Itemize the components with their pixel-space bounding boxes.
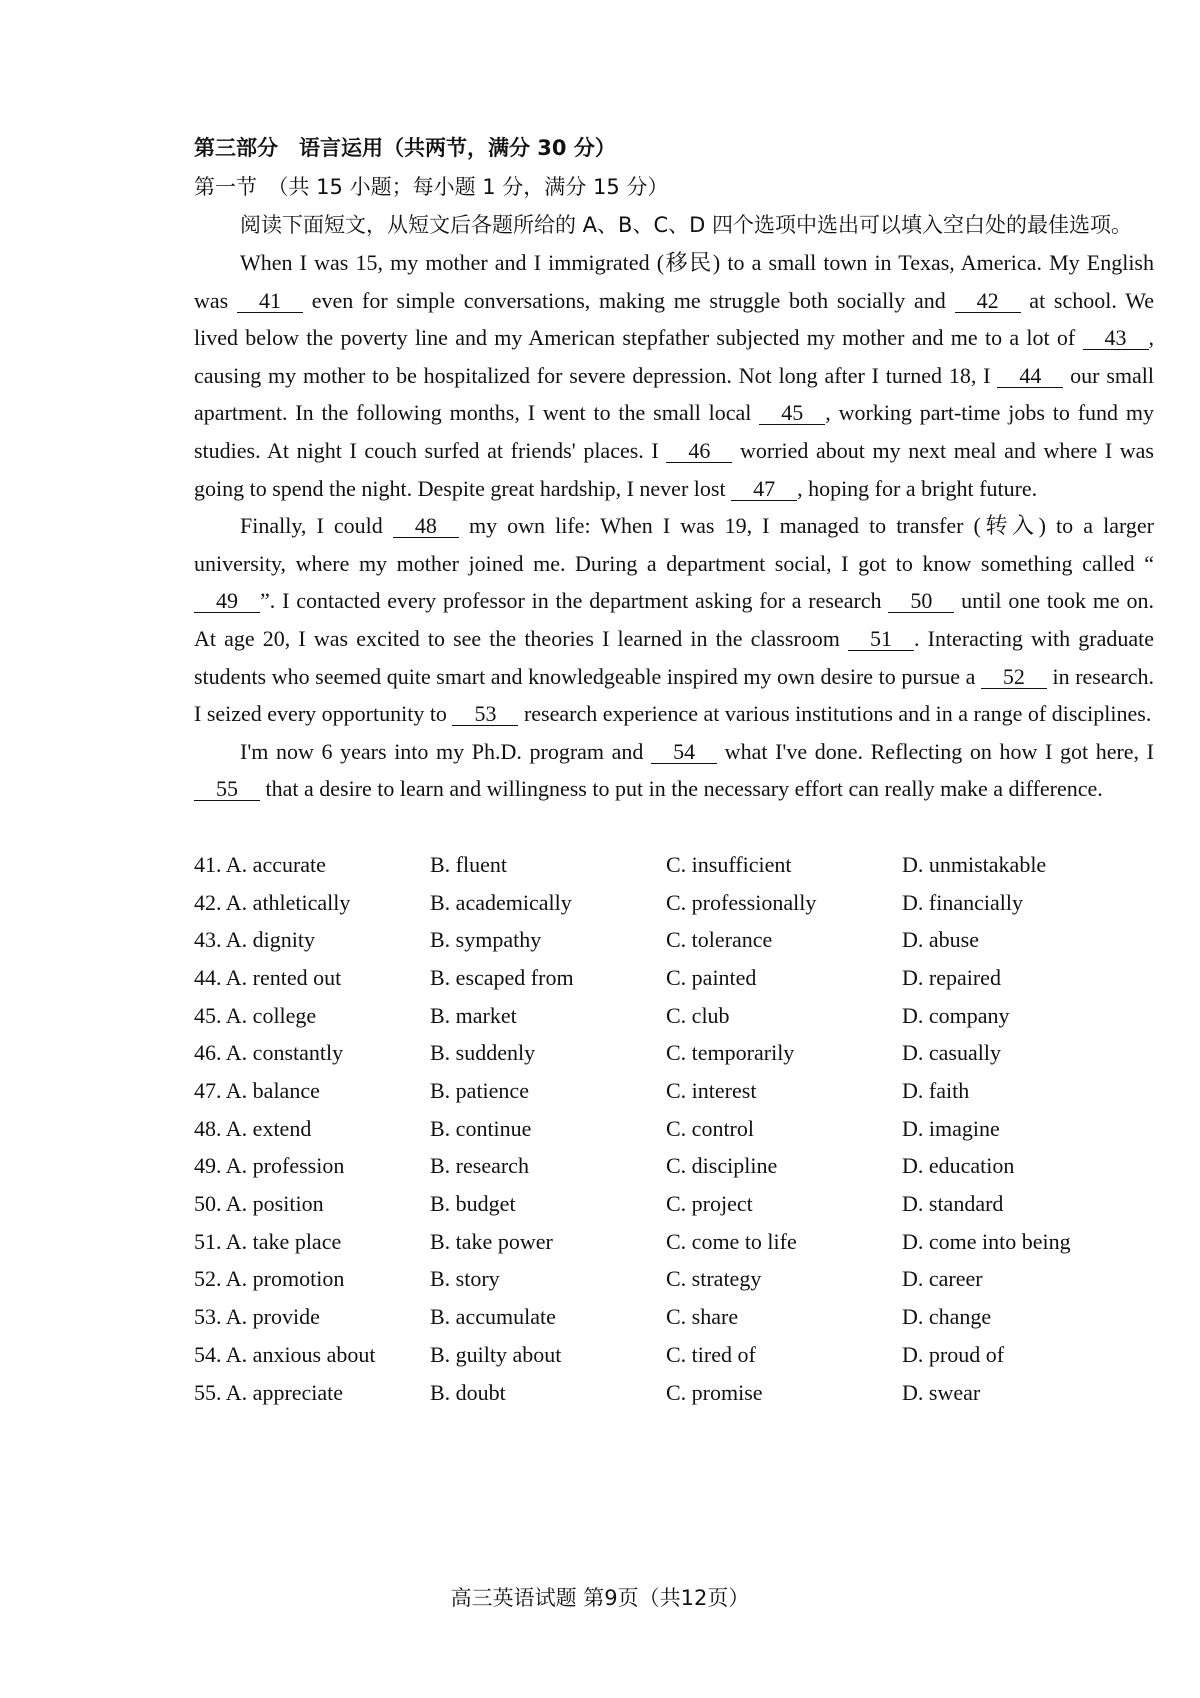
option-d: D. proud of (902, 1341, 1005, 1367)
blank-48: 48 (393, 515, 459, 538)
option-b: B. academically (430, 889, 572, 915)
option-b: B. sympathy (430, 927, 542, 953)
option-row (194, 1336, 1154, 1374)
option-d: D. come into being (902, 1228, 1071, 1254)
option-a: 48. A. extend (194, 1115, 312, 1141)
option-a: 55. A. appreciate (194, 1379, 344, 1405)
blank-47: 47 (731, 478, 797, 501)
passage-paragraph-2 (194, 507, 1154, 733)
subsection-title: 第一节 （共 15 小题；每小题 1 分，满分 15 分） (194, 175, 669, 199)
blank-42: 42 (955, 290, 1021, 313)
section-title: 第三部分 语言运用（共两节，满分 30 分） (194, 136, 616, 160)
option-d: D. faith (902, 1078, 970, 1104)
option-a: 52. A. promotion (194, 1266, 345, 1292)
option-d: D. unmistakable (902, 851, 1047, 877)
option-c: C. tolerance (666, 927, 773, 953)
option-a: 46. A. constantly (194, 1040, 344, 1066)
passage-text: that a desire to learn and willingness to put in the necessary effort can really make a difference. (260, 776, 1103, 802)
option-d: D. repaired (902, 964, 1001, 990)
option-b: B. continue (430, 1115, 532, 1141)
option-b: B. accumulate (430, 1304, 556, 1330)
option-a: 53. A. provide (194, 1304, 320, 1330)
option-b: B. guilty about (430, 1341, 562, 1367)
option-c: C. project (666, 1191, 753, 1217)
passage-text: even for simple conversations, making me struggle both socially and (302, 287, 955, 313)
option-d: D. education (902, 1153, 1015, 1179)
passage-text: at school. We lived below the poverty line and my American stepfather subjected my mother and me to a lot of (194, 287, 1154, 351)
option-row (194, 1260, 1154, 1298)
passage-text: in research. I seized every opportunity to (194, 663, 1154, 727)
option-row (194, 1185, 1154, 1223)
option-d: D. casually (902, 1040, 1001, 1066)
option-row (194, 959, 1154, 997)
option-d: D. standard (902, 1191, 1004, 1217)
option-a: 54. A. anxious about (194, 1341, 376, 1367)
blank-50: 50 (888, 590, 954, 613)
option-row (194, 1072, 1154, 1110)
option-a: 47. A. balance (194, 1078, 320, 1104)
option-a: 43. A. dignity (194, 927, 316, 953)
option-b: B. market (430, 1002, 517, 1028)
option-row (194, 1147, 1154, 1185)
option-d: D. change (902, 1304, 992, 1330)
option-b: B. suddenly (430, 1040, 536, 1066)
blank-53: 53 (452, 703, 518, 726)
option-b: B. doubt (430, 1379, 506, 1405)
blank-45: 45 (759, 402, 825, 425)
option-c: C. promise (666, 1379, 763, 1405)
option-a: 42. A. athletically (194, 889, 351, 915)
blank-51: 51 (848, 628, 914, 651)
passage-text: , hoping for a bright future. (797, 475, 1038, 501)
option-c: C. strategy (666, 1266, 762, 1292)
blank-46: 46 (666, 440, 732, 463)
cloze-passage (194, 244, 1154, 808)
option-row (194, 846, 1154, 884)
passage-text: , causing my mother to be hospitalized for severe depression. Not long after I turned 18, I (194, 325, 1154, 388)
blank-49: 49 (194, 590, 260, 613)
option-b: B. story (430, 1266, 500, 1292)
option-d: D. imagine (902, 1115, 1000, 1141)
option-b: B. fluent (430, 851, 507, 877)
option-d: D. abuse (902, 927, 979, 953)
option-row (194, 1374, 1154, 1412)
option-d: D. company (902, 1002, 1010, 1028)
passage-text: until one took me on. At age 20, I was excited to see the theories I learned in the classroom (194, 588, 1155, 651)
option-b: B. budget (430, 1191, 516, 1217)
option-row (194, 1223, 1154, 1261)
option-row (194, 997, 1154, 1035)
passage-text: our small apartment. In the following months, I went to the small local (194, 362, 1154, 426)
option-c: C. professionally (666, 889, 817, 915)
passage-text: worried about my next meal and where I was going to spend the night. Despite great hardship, I never lost (194, 437, 1154, 501)
option-a: 50. A. position (194, 1191, 324, 1217)
option-d: D. career (902, 1266, 983, 1292)
option-row (194, 1110, 1154, 1148)
blank-55: 55 (194, 778, 260, 801)
passage-text: I'm now 6 years into my Ph.D. program and (240, 738, 652, 764)
blank-43: 43 (1083, 327, 1149, 350)
option-a: 51. A. take place (194, 1228, 342, 1254)
option-c: C. interest (666, 1078, 757, 1104)
option-b: B. research (430, 1153, 529, 1179)
blank-44: 44 (997, 365, 1063, 388)
blank-52: 52 (981, 666, 1047, 689)
passage-text: my own life: When I was 19, I managed to transfer (转入) to a larger university, where my mother joined me. During a department social, I got to know something called “ (194, 513, 1154, 576)
page-footer: 高三英语试题 第9页（共12页） (450, 1586, 750, 1610)
passage-text: research experience at various institutions and in a range of disciplines. (518, 701, 1152, 727)
blank-54: 54 (651, 741, 717, 764)
option-c: C. club (666, 1002, 730, 1028)
passage-text: what I've done. Reflecting on how I got here, I (717, 738, 1154, 764)
option-row (194, 1298, 1154, 1336)
passage-paragraph-1 (194, 244, 1154, 507)
option-row (194, 1034, 1154, 1072)
instruction-text: 阅读下面短文，从短文后各题所给的 A、B、C、D 四个选项中选出可以填入空白处的最佳选项。 (240, 213, 1132, 237)
option-row (194, 921, 1154, 959)
option-c: C. tired of (666, 1341, 756, 1367)
option-c: C. painted (666, 964, 757, 990)
answer-options (194, 846, 1154, 1411)
passage-text: . Interacting with graduate students who seemed quite smart and knowledgeable inspired my own desire to pursue a (194, 625, 1154, 689)
passage-text: , working part-time jobs to fund my studies. At night I couch surfed at friends' places. I (194, 400, 1154, 463)
passage-text: ”. I contacted every professor in the department asking for a research (260, 588, 889, 614)
passage-text: Finally, I could (240, 513, 393, 539)
option-c: C. come to life (666, 1228, 797, 1254)
passage-text: When I was 15, my mother and I immigrated (移民) to a small town in Texas, America. My English was (194, 250, 1154, 313)
option-a: 41. A. accurate (194, 851, 326, 877)
option-row (194, 884, 1154, 922)
option-c: C. temporarily (666, 1040, 795, 1066)
option-c: C. discipline (666, 1153, 778, 1179)
option-c: C. share (666, 1304, 739, 1330)
option-a: 44. A. rented out (194, 964, 342, 990)
exam-page (194, 128, 1154, 1411)
option-d: D. financially (902, 889, 1023, 915)
blank-41: 41 (237, 290, 303, 313)
option-b: B. escaped from (430, 964, 574, 990)
option-d: D. swear (902, 1379, 981, 1405)
option-b: B. take power (430, 1228, 553, 1254)
passage-paragraph-3 (194, 733, 1154, 808)
option-a: 45. A. college (194, 1002, 317, 1028)
option-a: 49. A. profession (194, 1153, 345, 1179)
option-c: C. control (666, 1115, 754, 1141)
option-b: B. patience (430, 1078, 529, 1104)
option-c: C. insufficient (666, 851, 792, 877)
